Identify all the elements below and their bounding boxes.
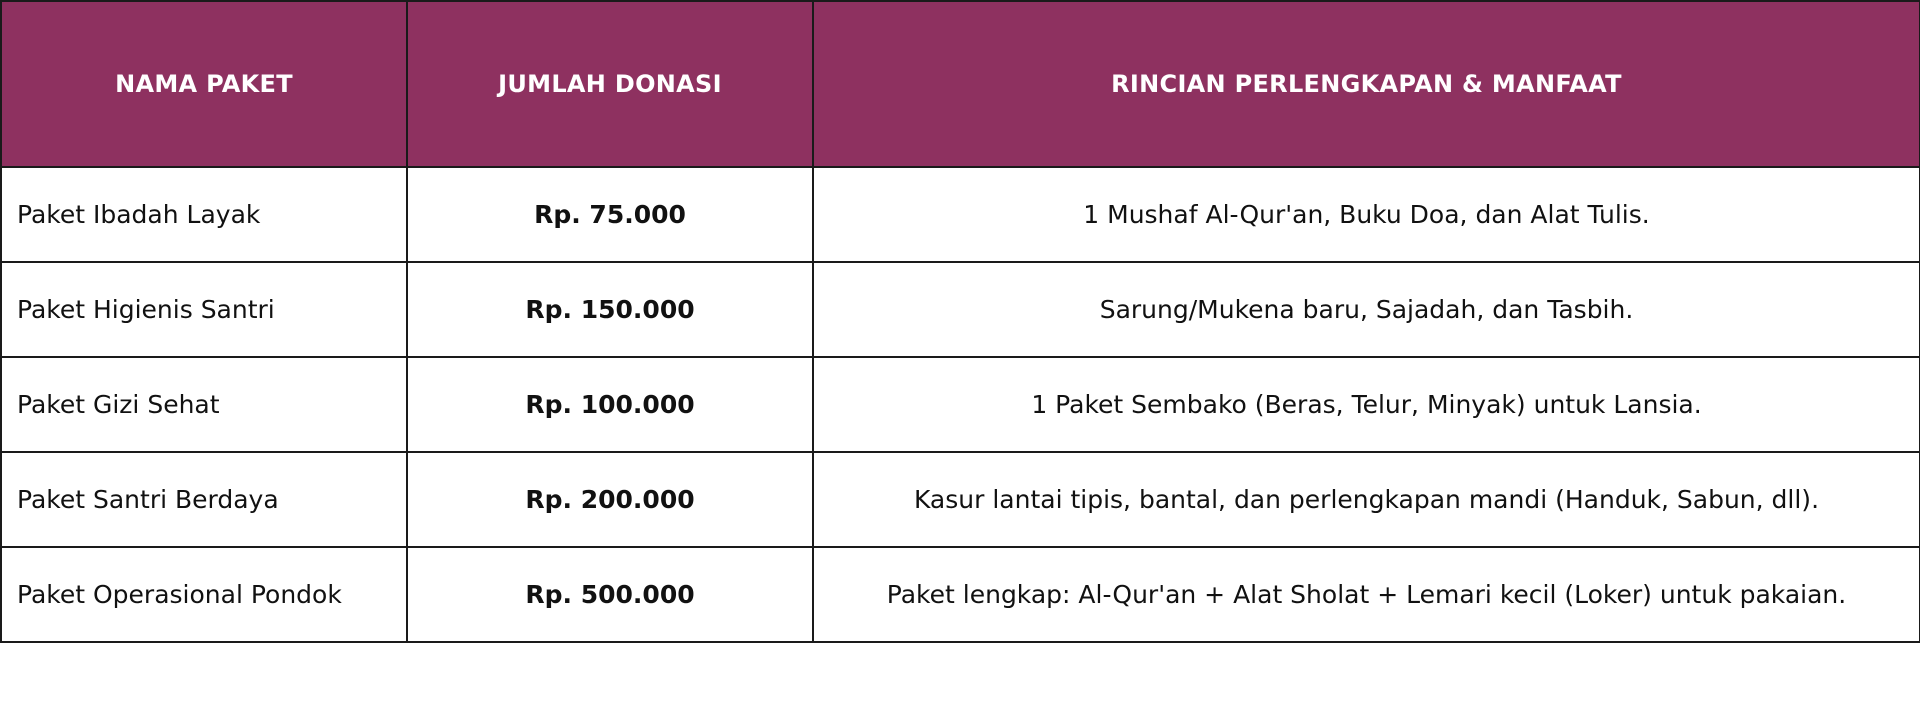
header-donation-amount: JUMLAH DONASI bbox=[407, 1, 813, 167]
package-details-cell: Kasur lantai tipis, bantal, dan perlengkapan mandi (Handuk, Sabun, dll). bbox=[813, 452, 1920, 547]
header-row bbox=[1, 1, 1920, 167]
table-body bbox=[1, 167, 1920, 642]
package-details-cell: 1 Mushaf Al-Qur'an, Buku Doa, dan Alat Tulis. bbox=[813, 167, 1920, 262]
table-row bbox=[1, 547, 1920, 642]
header-package-name: NAMA PAKET bbox=[1, 1, 407, 167]
package-name-cell: Paket Operasional Pondok bbox=[1, 547, 407, 642]
donation-amount-cell: Rp. 100.000 bbox=[407, 357, 813, 452]
package-details-cell: 1 Paket Sembako (Beras, Telur, Minyak) untuk Lansia. bbox=[813, 357, 1920, 452]
package-name-cell: Paket Ibadah Layak bbox=[1, 167, 407, 262]
package-name-cell: Paket Higienis Santri bbox=[1, 262, 407, 357]
package-name-cell: Paket Santri Berdaya bbox=[1, 452, 407, 547]
header-details-benefits: RINCIAN PERLENGKAPAN & MANFAAT bbox=[813, 1, 1920, 167]
table-row bbox=[1, 262, 1920, 357]
table-row bbox=[1, 357, 1920, 452]
table-row bbox=[1, 452, 1920, 547]
donation-amount-cell: Rp. 500.000 bbox=[407, 547, 813, 642]
donation-amount-cell: Rp. 75.000 bbox=[407, 167, 813, 262]
table-row bbox=[1, 167, 1920, 262]
donation-amount-cell: Rp. 150.000 bbox=[407, 262, 813, 357]
package-details-cell: Sarung/Mukena baru, Sajadah, dan Tasbih. bbox=[813, 262, 1920, 357]
table-header bbox=[1, 1, 1920, 167]
donation-amount-cell: Rp. 200.000 bbox=[407, 452, 813, 547]
package-details-cell: Paket lengkap: Al-Qur'an + Alat Sholat + Lemari kecil (Loker) untuk pakaian. bbox=[813, 547, 1920, 642]
package-name-cell: Paket Gizi Sehat bbox=[1, 357, 407, 452]
